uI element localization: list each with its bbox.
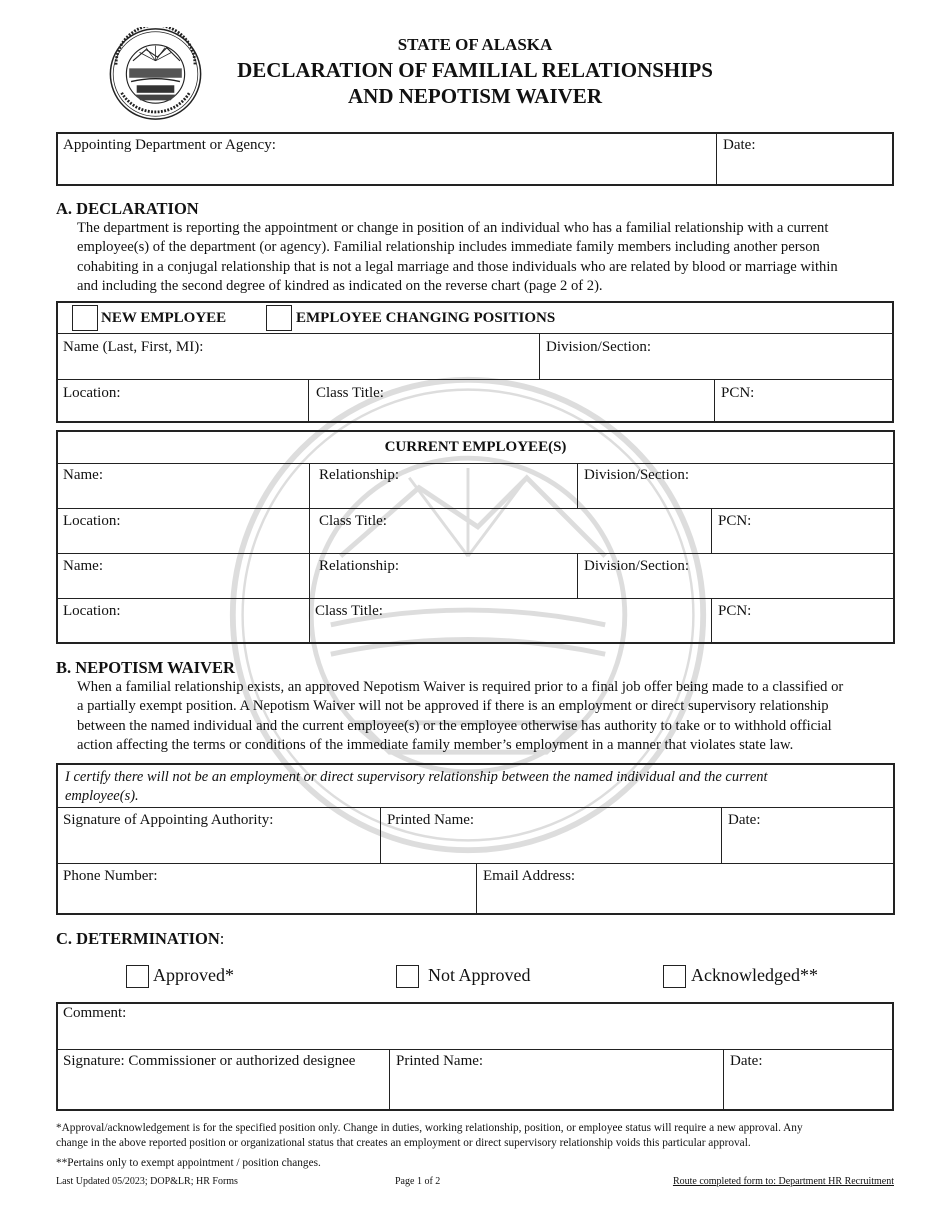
current-division-field-1[interactable]: Division/Section: <box>584 467 689 483</box>
current-employees-heading: CURRENT EMPLOYEE(S) <box>384 439 567 455</box>
appointing-signature-field[interactable]: Signature of Appointing Authority: <box>63 812 274 828</box>
new-employee-label: NEW EMPLOYEE <box>101 310 227 326</box>
not-approved-label: Not Approved <box>428 965 531 985</box>
section-a-paragraph: The department is reporting the appointment or change in position of an individual who has a familial relationship with a current employee(s) of the department (or agency). Familial relationship includes immediate family members including another person cohabiting in a conjugal relationship that is not a legal marriage and those individuals who are related by blood or marriage within and including the second degree of kindred as indicated on the reverse chart (page 2 of 2). <box>77 220 838 294</box>
employee-pcn-field[interactable]: PCN: <box>721 385 755 401</box>
changing-positions-label: EMPLOYEE CHANGING POSITIONS <box>296 310 556 326</box>
commissioner-signature-field[interactable]: Signature: Commissioner or authorized designee <box>63 1053 356 1069</box>
form-title-line1: DECLARATION OF FAMILIAL RELATIONSHIPS <box>237 58 713 82</box>
current-location-field-1[interactable]: Location: <box>63 513 121 529</box>
department-field[interactable]: Appointing Department or Agency: <box>63 137 276 153</box>
new-employee-checkbox[interactable] <box>72 305 98 331</box>
current-location-field-2[interactable]: Location: <box>63 603 121 619</box>
current-pcn-field-2[interactable]: PCN: <box>718 603 752 619</box>
section-b-paragraph: When a familial relationship exists, an approved Nepotism Waiver is required prior to a final job offer being made to a classified or a partially exempt position. A Nepotism Waiver will not be approved if there is an employment or direct supervisory relationship between the named individual and the current employee(s) or the employee otherwise has authority to take or to withhold official action affecting the terms or conditions of the immediate family member’s employment in a manner that violates state law. <box>77 679 844 753</box>
last-updated: Last Updated 05/2023; DOP&LR; HR Forms <box>56 1176 238 1187</box>
current-name-field-2[interactable]: Name: <box>63 558 103 574</box>
not-approved-checkbox[interactable] <box>396 965 419 988</box>
page-number: Page 1 of 2 <box>395 1176 441 1187</box>
commissioner-printed-name-field[interactable]: Printed Name: <box>396 1053 484 1069</box>
phone-number-field[interactable]: Phone Number: <box>63 868 158 884</box>
acknowledged-label: Acknowledged** <box>691 965 818 985</box>
appointing-date-field[interactable]: Date: <box>728 812 761 828</box>
form-title-line2: AND NEPOTISM WAIVER <box>348 84 602 108</box>
acknowledged-checkbox[interactable] <box>663 965 686 988</box>
current-pcn-field-1[interactable]: PCN: <box>718 513 752 529</box>
approved-label: Approved* <box>153 965 234 985</box>
state-heading: STATE OF ALASKA <box>397 35 553 54</box>
section-b-heading: B. NEPOTISM WAIVER <box>56 658 235 677</box>
exempt-note: **Pertains only to exempt appointment / position changes. <box>56 1157 321 1169</box>
commissioner-date-field[interactable]: Date: <box>730 1053 763 1069</box>
current-class-title-field-1[interactable]: Class Title: <box>319 513 387 529</box>
section-a-heading: A. DECLARATION <box>56 199 199 218</box>
employee-location-field[interactable]: Location: <box>63 385 121 401</box>
employee-class-title-field[interactable]: Class Title: <box>316 385 384 401</box>
approval-note: *Approval/acknowledgement is for the specified position only. Change in duties, working relationship, position, or employee status will require a new approval. Any change in the above reported position or organizational status that creates an employment or direct supervisory relationship voids this particular approval. <box>56 1122 803 1149</box>
current-name-field-1[interactable]: Name: <box>63 467 103 483</box>
employee-division-field[interactable]: Division/Section: <box>546 339 651 355</box>
appointing-printed-name-field[interactable]: Printed Name: <box>387 812 475 828</box>
current-class-title-field-2[interactable]: Class Title: <box>315 603 383 619</box>
email-address-field[interactable]: Email Address: <box>483 868 576 884</box>
current-relationship-field-2[interactable]: Relationship: <box>319 558 399 574</box>
route-instructions: Route completed form to: Department HR Recruitment <box>672 1176 894 1187</box>
section-c-heading: C. DETERMINATION: <box>56 929 225 948</box>
comment-field[interactable]: Comment: <box>63 1005 127 1021</box>
top-date-field[interactable]: Date: <box>723 137 756 153</box>
certify-statement: I certify there will not be an employment or direct supervisory relationship between the named individual and the current employee(s). <box>65 769 768 804</box>
current-relationship-field-1[interactable]: Relationship: <box>319 467 399 483</box>
employee-name-field[interactable]: Name (Last, First, MI): <box>63 339 204 355</box>
current-division-field-2[interactable]: Division/Section: <box>584 558 689 574</box>
approved-checkbox[interactable] <box>126 965 149 988</box>
changing-positions-checkbox[interactable] <box>266 305 292 331</box>
